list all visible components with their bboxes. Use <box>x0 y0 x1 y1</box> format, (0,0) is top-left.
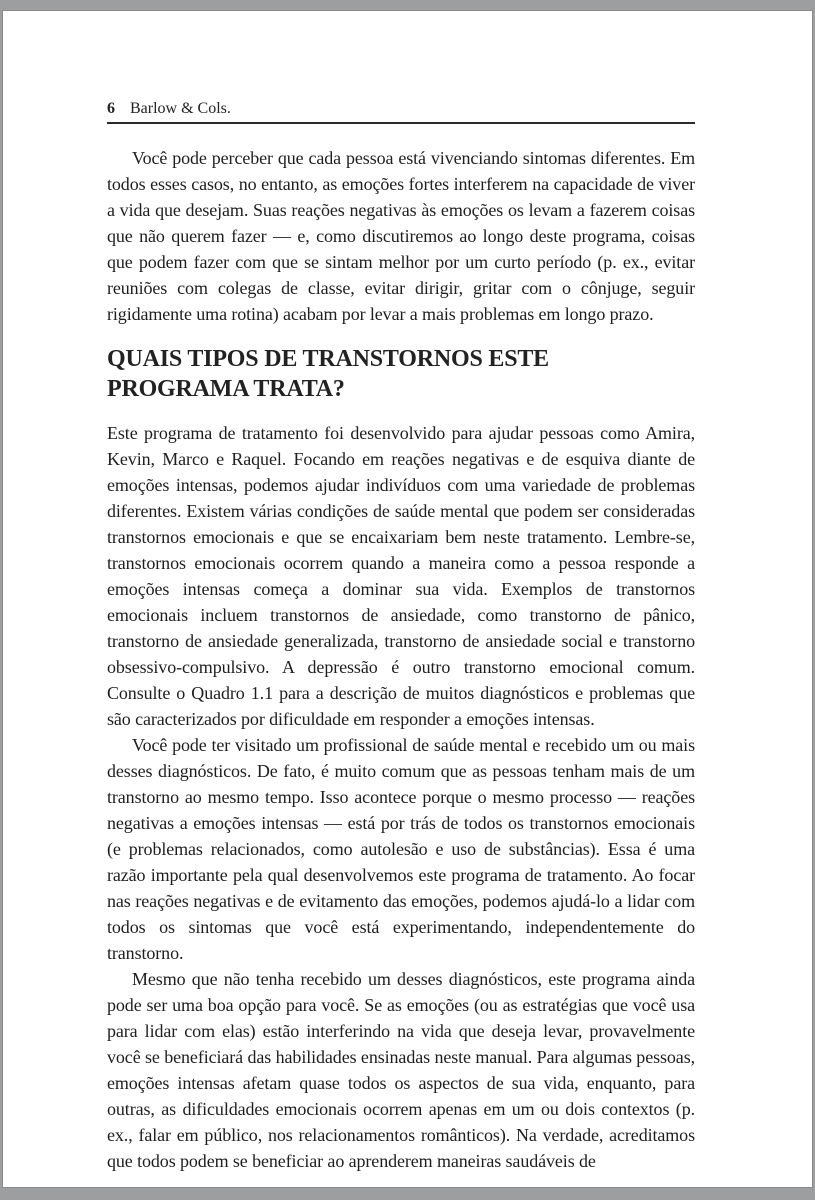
paragraph-even-without-diagnosis: Mesmo que não tenha recebido um desses diagnósticos, este programa ainda pode ser uma boa opção para você. Se as emoções (ou as estratégias que você usa para lidar com elas) estão interferindo na vida que deseja levar, provavelmente você se beneficiará das habilidades ensinadas neste manual. Para algumas pessoas, emoções intensas afetam quase todos os aspectos de sua vida, enquanto, para outras, as dificuldades emocionais ocorrem apenas em um ou dois contextos (p. ex., falar em público, nos relacionamentos românticos). Na verdade, acreditamos que todos podem se beneficiar ao aprenderem maneiras saudáveis de <box>107 969 695 1171</box>
running-header <box>107 98 695 120</box>
section-heading-line2: PROGRAMA TRATA? <box>107 376 345 402</box>
paragraph-diagnoses: Você pode ter visitado um profissional de saúde mental e recebido um ou mais desses diagnósticos. De fato, é muito comum que as pessoas tenham mais de um transtorno ao mesmo tempo. Isso acontece porque o mesmo processo — reações negativas a emoções intensas — está por trás de todos os transtornos emocionais (e problemas relacionados, como autolesão e uso de substâncias). Essa é uma razão importante pela qual desenvolvemos este programa de tratamento. Ao focar nas reações negativas e de evitamento das emoções, podemos ajudá-lo a lidar com todos os sintomas que você está experimentando, independentemente do transtorno. <box>107 735 695 963</box>
page-content <box>107 98 695 1174</box>
running-title: Barlow & Cols. <box>130 100 231 117</box>
page-number: 6 <box>107 100 115 117</box>
section-heading-line1: QUAIS TIPOS DE TRANSTORNOS ESTE <box>107 346 549 372</box>
paragraph-program-description: Este programa de tratamento foi desenvolvido para ajudar pessoas como Amira, Kevin, Marco e Raquel. Focando em reações negativas e de esquiva diante de emoções intensas, podemos ajudar indivíduos com uma variedade de problemas diferentes. Existem várias condições de saúde mental que podem ser consideradas transtornos emocionais e que se encaixariam bem neste tratamento. Lembre-se, transtornos emocionais ocorrem quando a maneira como a pessoa responde a emoções intensas começa a dominar sua vida. Exemplos de transtornos emocionais incluem transtornos de ansiedade, como transtorno de pânico, transtorno de ansiedade generalizada, transtorno de ansiedade social e transtorno obsessivo-compulsivo. A depressão é outro transtorno emocional comum. Consulte o Quadro 1.1 para a descrição de muitos diagnósticos e problemas que são caracterizados por dificuldade em responder a emoções intensas. <box>107 423 695 729</box>
section-heading <box>107 344 695 404</box>
header-rule <box>107 122 695 124</box>
book-page <box>2 10 813 1188</box>
paragraph-intro: Você pode perceber que cada pessoa está vivenciando sintomas diferentes. Em todos esses casos, no entanto, as emoções fortes interferem na capacidade de viver a vida que desejam. Suas reações negativas às emoções os levam a fazerem coisas que não querem fazer — e, como discutiremos ao longo deste programa, coisas que podem fazer com que se sintam melhor por um curto período (p. ex., evitar reuniões com colegas de classe, evitar dirigir, gritar com o cônjuge, seguir rigidamente uma rotina) acabam por levar a mais problemas em longo prazo. <box>107 148 695 324</box>
